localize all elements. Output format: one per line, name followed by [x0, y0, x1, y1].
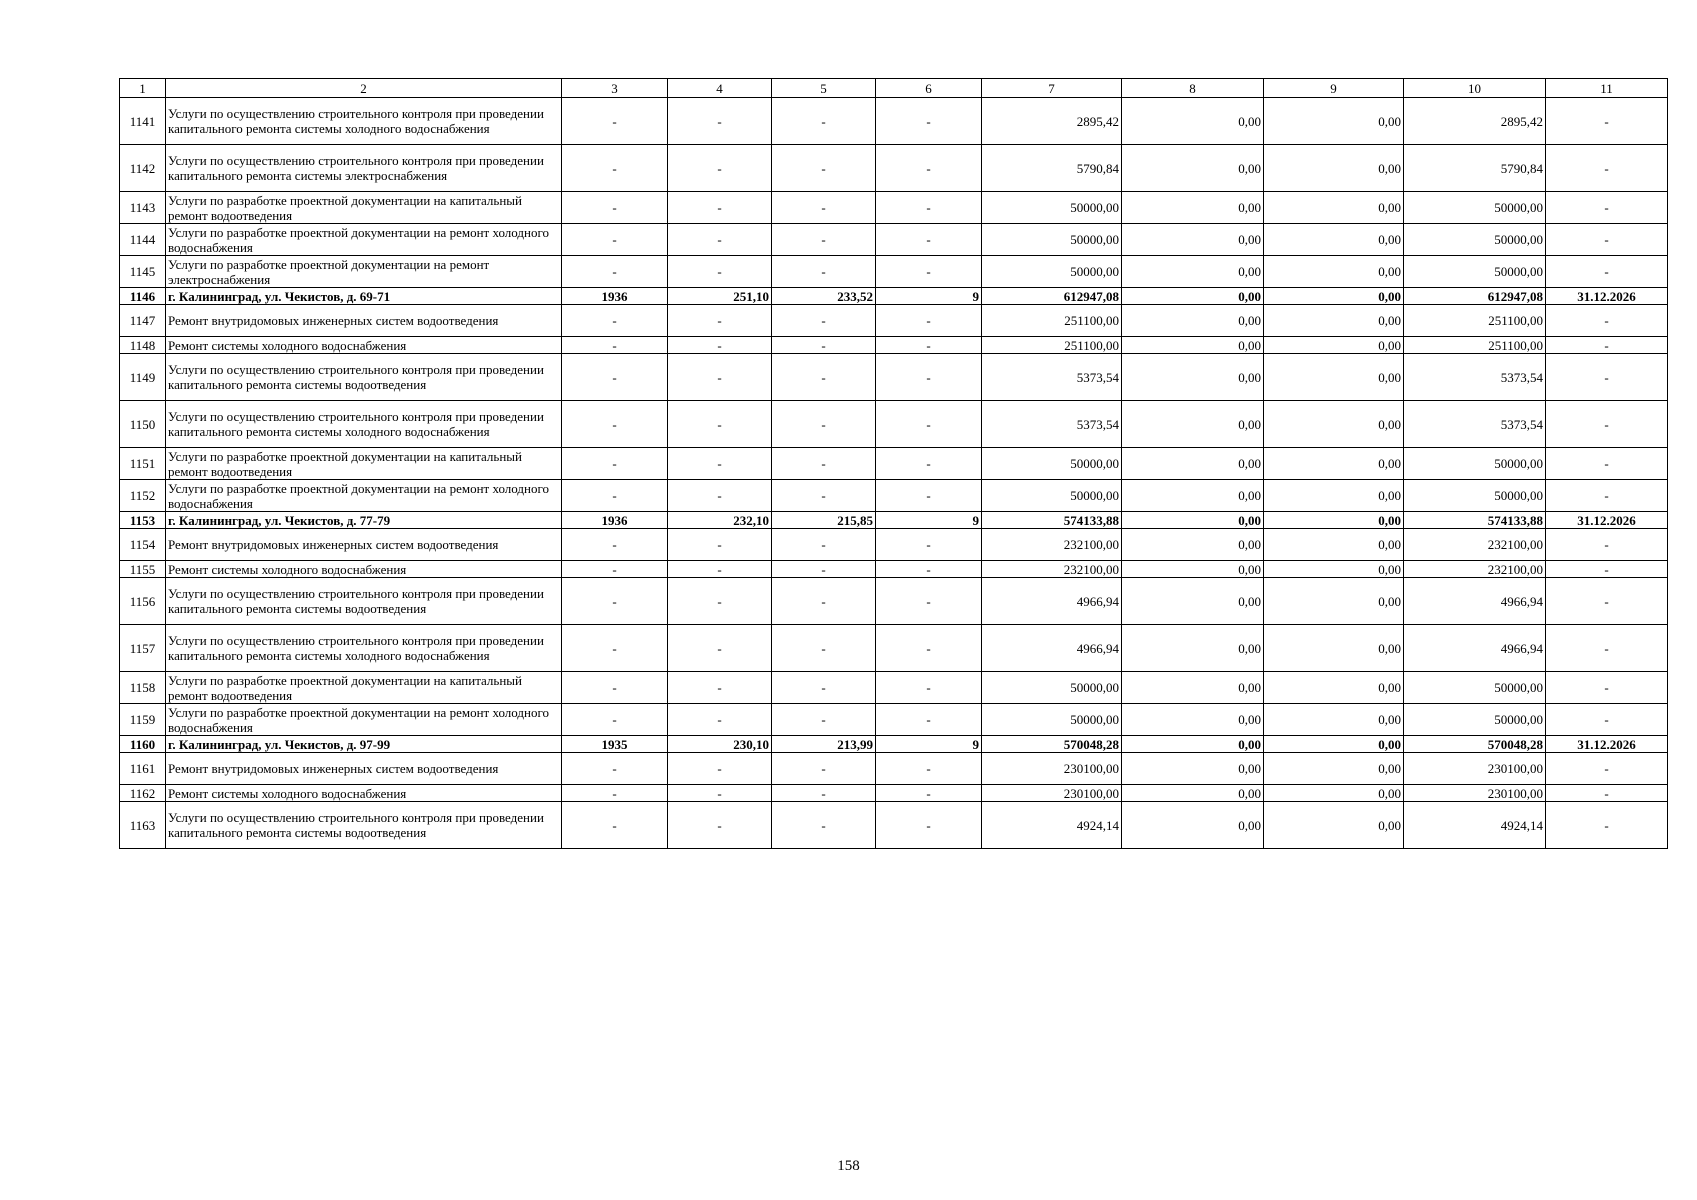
cell-c7: 5373,54 [982, 354, 1122, 401]
cell-num: 1159 [120, 704, 166, 736]
cell-c4: 230,10 [668, 736, 772, 753]
cell-c7: 251100,00 [982, 305, 1122, 337]
cell-c11: - [1546, 256, 1668, 288]
cell-c8: 0,00 [1122, 753, 1264, 785]
cell-c7: 574133,88 [982, 512, 1122, 529]
table-row [120, 224, 1668, 256]
cell-name: г. Калининград, ул. Чекистов, д. 77-79 [166, 512, 562, 529]
cell-c7: 230100,00 [982, 785, 1122, 802]
cell-num: 1142 [120, 145, 166, 192]
cell-c8: 0,00 [1122, 98, 1264, 145]
cell-c11: - [1546, 192, 1668, 224]
cell-c11: - [1546, 625, 1668, 672]
cell-c6: - [876, 561, 982, 578]
cell-c3: - [562, 448, 668, 480]
cell-c4: - [668, 529, 772, 561]
cell-c6: - [876, 98, 982, 145]
cell-c7: 50000,00 [982, 224, 1122, 256]
column-header: 7 [982, 79, 1122, 98]
cell-c5: - [772, 561, 876, 578]
cell-c10: 5373,54 [1404, 354, 1546, 401]
cell-c9: 0,00 [1264, 625, 1404, 672]
cell-c10: 50000,00 [1404, 224, 1546, 256]
table-row [120, 561, 1668, 578]
column-header: 6 [876, 79, 982, 98]
cell-c4: - [668, 802, 772, 849]
cell-c6: - [876, 401, 982, 448]
cell-c3: 1936 [562, 288, 668, 305]
cell-c6: - [876, 448, 982, 480]
column-header: 11 [1546, 79, 1668, 98]
cell-c5: - [772, 305, 876, 337]
cell-num: 1141 [120, 98, 166, 145]
cell-c6: - [876, 625, 982, 672]
header-row [120, 79, 1668, 98]
cell-c8: 0,00 [1122, 561, 1264, 578]
cell-c11: - [1546, 802, 1668, 849]
cell-name: Услуги по осуществлению строительного контроля при проведении капитального ремонта системы холодного водоснабжения [166, 625, 562, 672]
cell-c9: 0,00 [1264, 785, 1404, 802]
cell-c7: 232100,00 [982, 529, 1122, 561]
column-header: 1 [120, 79, 166, 98]
cell-c6: - [876, 480, 982, 512]
cell-c7: 4966,94 [982, 625, 1122, 672]
cell-c8: 0,00 [1122, 512, 1264, 529]
cell-c11: - [1546, 337, 1668, 354]
cell-c3: - [562, 256, 668, 288]
cell-c8: 0,00 [1122, 785, 1264, 802]
cell-c11: - [1546, 145, 1668, 192]
cell-c10: 50000,00 [1404, 256, 1546, 288]
table-row [120, 448, 1668, 480]
cell-c10: 50000,00 [1404, 672, 1546, 704]
column-header: 2 [166, 79, 562, 98]
cell-c11: - [1546, 98, 1668, 145]
cell-c3: - [562, 802, 668, 849]
column-header: 8 [1122, 79, 1264, 98]
table-row [120, 736, 1668, 753]
cell-num: 1153 [120, 512, 166, 529]
cell-c4: - [668, 625, 772, 672]
page-number: 158 [837, 1158, 860, 1174]
cell-name: Услуги по осуществлению строительного контроля при проведении капитального ремонта системы водоотведения [166, 578, 562, 625]
column-header: 3 [562, 79, 668, 98]
cell-c6: 9 [876, 512, 982, 529]
cell-c9: 0,00 [1264, 305, 1404, 337]
cell-c5: 233,52 [772, 288, 876, 305]
table-row [120, 401, 1668, 448]
cell-c11: - [1546, 753, 1668, 785]
cell-c8: 0,00 [1122, 672, 1264, 704]
cell-c4: - [668, 354, 772, 401]
cell-c11: 31.12.2026 [1546, 736, 1668, 753]
cell-c11: 31.12.2026 [1546, 512, 1668, 529]
column-header: 10 [1404, 79, 1546, 98]
cell-c3: - [562, 578, 668, 625]
cell-c8: 0,00 [1122, 354, 1264, 401]
cell-c4: - [668, 561, 772, 578]
cell-c4: - [668, 401, 772, 448]
cell-c7: 232100,00 [982, 561, 1122, 578]
cell-name: Услуги по разработке проектной документации на ремонт холодного водоснабжения [166, 224, 562, 256]
cell-c4: - [668, 256, 772, 288]
cell-name: Услуги по разработке проектной документации на капитальный ремонт водоотведения [166, 192, 562, 224]
cell-c11: - [1546, 305, 1668, 337]
cell-num: 1152 [120, 480, 166, 512]
cell-name: Ремонт внутридомовых инженерных систем водоотведения [166, 529, 562, 561]
cell-c6: - [876, 704, 982, 736]
cell-name: Услуги по разработке проектной документации на ремонт холодного водоснабжения [166, 704, 562, 736]
table-row [120, 672, 1668, 704]
cell-c9: 0,00 [1264, 704, 1404, 736]
cell-c11: - [1546, 448, 1668, 480]
cell-c8: 0,00 [1122, 337, 1264, 354]
cell-c7: 50000,00 [982, 448, 1122, 480]
cell-c8: 0,00 [1122, 401, 1264, 448]
cell-c10: 570048,28 [1404, 736, 1546, 753]
cell-c4: - [668, 98, 772, 145]
cell-c5: - [772, 354, 876, 401]
cell-c7: 50000,00 [982, 704, 1122, 736]
cell-c6: - [876, 578, 982, 625]
cell-num: 1160 [120, 736, 166, 753]
cell-c5: - [772, 256, 876, 288]
cell-c8: 0,00 [1122, 578, 1264, 625]
cell-c7: 612947,08 [982, 288, 1122, 305]
cell-c8: 0,00 [1122, 625, 1264, 672]
cell-c6: - [876, 256, 982, 288]
cell-c7: 50000,00 [982, 192, 1122, 224]
cell-num: 1157 [120, 625, 166, 672]
cell-c3: - [562, 785, 668, 802]
cell-c8: 0,00 [1122, 480, 1264, 512]
table-row [120, 753, 1668, 785]
cell-name: Услуги по разработке проектной документации на капитальный ремонт водоотведения [166, 448, 562, 480]
cell-num: 1158 [120, 672, 166, 704]
cell-c10: 251100,00 [1404, 305, 1546, 337]
cell-num: 1145 [120, 256, 166, 288]
cell-c10: 230100,00 [1404, 785, 1546, 802]
cell-name: Ремонт внутридомовых инженерных систем водоотведения [166, 305, 562, 337]
cell-name: Услуги по осуществлению строительного контроля при проведении капитального ремонта системы водоотведения [166, 802, 562, 849]
cell-c4: - [668, 305, 772, 337]
cell-c11: - [1546, 354, 1668, 401]
cell-c6: - [876, 145, 982, 192]
cell-c11: - [1546, 561, 1668, 578]
cell-c9: 0,00 [1264, 145, 1404, 192]
cell-c3: 1935 [562, 736, 668, 753]
cell-c4: - [668, 704, 772, 736]
cell-c11: - [1546, 578, 1668, 625]
cell-c11: - [1546, 785, 1668, 802]
cell-c6: - [876, 354, 982, 401]
cell-c10: 4924,14 [1404, 802, 1546, 849]
cell-c7: 50000,00 [982, 256, 1122, 288]
cell-c10: 5790,84 [1404, 145, 1546, 192]
cell-c5: 215,85 [772, 512, 876, 529]
cell-c9: 0,00 [1264, 753, 1404, 785]
column-header: 4 [668, 79, 772, 98]
cell-num: 1150 [120, 401, 166, 448]
cell-c6: - [876, 785, 982, 802]
cell-num: 1143 [120, 192, 166, 224]
cell-c9: 0,00 [1264, 802, 1404, 849]
cell-c10: 4966,94 [1404, 578, 1546, 625]
cell-c9: 0,00 [1264, 354, 1404, 401]
cell-name: Ремонт системы холодного водоснабжения [166, 785, 562, 802]
cell-c3: - [562, 224, 668, 256]
cell-c3: - [562, 753, 668, 785]
cell-c3: - [562, 480, 668, 512]
table-row [120, 480, 1668, 512]
cell-num: 1155 [120, 561, 166, 578]
cell-c3: - [562, 672, 668, 704]
cell-c9: 0,00 [1264, 288, 1404, 305]
cell-c4: 232,10 [668, 512, 772, 529]
cell-c11: - [1546, 704, 1668, 736]
cell-c6: 9 [876, 288, 982, 305]
cell-c9: 0,00 [1264, 578, 1404, 625]
cell-c6: - [876, 192, 982, 224]
cell-c5: - [772, 802, 876, 849]
cell-c8: 0,00 [1122, 305, 1264, 337]
table-row [120, 785, 1668, 802]
cell-c10: 574133,88 [1404, 512, 1546, 529]
cell-c11: - [1546, 480, 1668, 512]
cell-c8: 0,00 [1122, 256, 1264, 288]
column-header: 5 [772, 79, 876, 98]
cell-c9: 0,00 [1264, 256, 1404, 288]
cell-name: Ремонт системы холодного водоснабжения [166, 561, 562, 578]
cell-num: 1147 [120, 305, 166, 337]
cell-c4: 251,10 [668, 288, 772, 305]
cell-c8: 0,00 [1122, 448, 1264, 480]
cell-name: г. Калининград, ул. Чекистов, д. 97-99 [166, 736, 562, 753]
cell-c5: - [772, 401, 876, 448]
cell-c6: - [876, 305, 982, 337]
cell-name: г. Калининград, ул. Чекистов, д. 69-71 [166, 288, 562, 305]
cell-c10: 612947,08 [1404, 288, 1546, 305]
cell-c7: 570048,28 [982, 736, 1122, 753]
cell-c5: - [772, 480, 876, 512]
cell-c3: - [562, 337, 668, 354]
cell-c10: 50000,00 [1404, 480, 1546, 512]
cell-c3: - [562, 401, 668, 448]
cell-c5: - [772, 98, 876, 145]
cell-c6: 9 [876, 736, 982, 753]
table-row [120, 98, 1668, 145]
cell-c4: - [668, 145, 772, 192]
cell-c3: - [562, 192, 668, 224]
cell-c7: 251100,00 [982, 337, 1122, 354]
cell-c3: - [562, 529, 668, 561]
cell-c4: - [668, 480, 772, 512]
cell-c8: 0,00 [1122, 736, 1264, 753]
cell-c10: 4966,94 [1404, 625, 1546, 672]
column-header: 9 [1264, 79, 1404, 98]
cell-c4: - [668, 337, 772, 354]
cell-c7: 5790,84 [982, 145, 1122, 192]
cell-c4: - [668, 448, 772, 480]
cell-num: 1149 [120, 354, 166, 401]
cell-c8: 0,00 [1122, 192, 1264, 224]
cell-num: 1148 [120, 337, 166, 354]
table-row [120, 512, 1668, 529]
cell-c5: - [772, 448, 876, 480]
cell-c5: - [772, 578, 876, 625]
cell-c3: - [562, 625, 668, 672]
cell-c3: - [562, 354, 668, 401]
cell-c11: - [1546, 529, 1668, 561]
cell-num: 1154 [120, 529, 166, 561]
cell-name: Услуги по осуществлению строительного контроля при проведении капитального ремонта системы электроснабжения [166, 145, 562, 192]
cell-c11: - [1546, 401, 1668, 448]
cell-c10: 2895,42 [1404, 98, 1546, 145]
cell-c8: 0,00 [1122, 145, 1264, 192]
cell-c3: - [562, 561, 668, 578]
cell-c10: 232100,00 [1404, 561, 1546, 578]
cell-c8: 0,00 [1122, 704, 1264, 736]
cell-name: Услуги по разработке проектной документации на ремонт холодного водоснабжения [166, 480, 562, 512]
cell-name: Услуги по разработке проектной документации на капитальный ремонт водоотведения [166, 672, 562, 704]
cell-num: 1162 [120, 785, 166, 802]
cell-c5: - [772, 704, 876, 736]
cell-c3: - [562, 98, 668, 145]
cell-c10: 50000,00 [1404, 448, 1546, 480]
cell-c9: 0,00 [1264, 512, 1404, 529]
cell-c6: - [876, 672, 982, 704]
cell-num: 1144 [120, 224, 166, 256]
table-row [120, 625, 1668, 672]
cell-c6: - [876, 224, 982, 256]
table-row [120, 578, 1668, 625]
cell-c11: - [1546, 672, 1668, 704]
cell-c4: - [668, 672, 772, 704]
cell-c7: 4966,94 [982, 578, 1122, 625]
cell-c6: - [876, 802, 982, 849]
cell-c4: - [668, 785, 772, 802]
cell-name: Ремонт системы холодного водоснабжения [166, 337, 562, 354]
cell-c7: 5373,54 [982, 401, 1122, 448]
table-row [120, 305, 1668, 337]
cell-c5: - [772, 337, 876, 354]
cell-num: 1161 [120, 753, 166, 785]
cell-c5: - [772, 192, 876, 224]
cell-c9: 0,00 [1264, 529, 1404, 561]
cell-c11: 31.12.2026 [1546, 288, 1668, 305]
cell-c5: - [772, 145, 876, 192]
cell-num: 1146 [120, 288, 166, 305]
cell-c4: - [668, 578, 772, 625]
table-body [120, 98, 1668, 849]
cell-c6: - [876, 337, 982, 354]
cell-c11: - [1546, 224, 1668, 256]
cell-c3: - [562, 704, 668, 736]
table-row [120, 704, 1668, 736]
cell-c5: - [772, 529, 876, 561]
cell-c5: - [772, 625, 876, 672]
cell-c9: 0,00 [1264, 401, 1404, 448]
cell-c3: 1936 [562, 512, 668, 529]
cell-c4: - [668, 192, 772, 224]
cell-c10: 5373,54 [1404, 401, 1546, 448]
cell-c4: - [668, 224, 772, 256]
cell-c4: - [668, 753, 772, 785]
table-row [120, 337, 1668, 354]
cell-c6: - [876, 753, 982, 785]
table-row [120, 192, 1668, 224]
cell-name: Услуги по осуществлению строительного контроля при проведении капитального ремонта системы водоотведения [166, 354, 562, 401]
cell-c9: 0,00 [1264, 337, 1404, 354]
cell-c9: 0,00 [1264, 736, 1404, 753]
cell-name: Услуги по осуществлению строительного контроля при проведении капитального ремонта системы холодного водоснабжения [166, 98, 562, 145]
cell-c8: 0,00 [1122, 288, 1264, 305]
cell-num: 1163 [120, 802, 166, 849]
cell-c10: 230100,00 [1404, 753, 1546, 785]
table-row [120, 145, 1668, 192]
cell-c7: 4924,14 [982, 802, 1122, 849]
cell-c5: - [772, 785, 876, 802]
cell-c8: 0,00 [1122, 802, 1264, 849]
cell-c5: - [772, 224, 876, 256]
cell-c5: 213,99 [772, 736, 876, 753]
cell-c9: 0,00 [1264, 192, 1404, 224]
cell-c7: 2895,42 [982, 98, 1122, 145]
table-row [120, 288, 1668, 305]
table-row [120, 802, 1668, 849]
cell-c7: 50000,00 [982, 672, 1122, 704]
cell-c7: 50000,00 [982, 480, 1122, 512]
cell-c8: 0,00 [1122, 529, 1264, 561]
cell-c9: 0,00 [1264, 98, 1404, 145]
cell-c5: - [772, 672, 876, 704]
table-row [120, 354, 1668, 401]
cell-c8: 0,00 [1122, 224, 1264, 256]
cell-c9: 0,00 [1264, 480, 1404, 512]
cell-c7: 230100,00 [982, 753, 1122, 785]
cell-name: Ремонт внутридомовых инженерных систем водоотведения [166, 753, 562, 785]
cell-c9: 0,00 [1264, 672, 1404, 704]
cell-c9: 0,00 [1264, 561, 1404, 578]
table-row [120, 256, 1668, 288]
cell-c10: 50000,00 [1404, 704, 1546, 736]
cell-name: Услуги по разработке проектной документации на ремонт электроснабжения [166, 256, 562, 288]
cell-c10: 251100,00 [1404, 337, 1546, 354]
cell-num: 1151 [120, 448, 166, 480]
cell-c10: 50000,00 [1404, 192, 1546, 224]
table-row [120, 529, 1668, 561]
cell-c9: 0,00 [1264, 224, 1404, 256]
cell-name: Услуги по осуществлению строительного контроля при проведении капитального ремонта системы холодного водоснабжения [166, 401, 562, 448]
capital-repair-table [119, 78, 1668, 849]
cell-c3: - [562, 145, 668, 192]
cell-c10: 232100,00 [1404, 529, 1546, 561]
cell-num: 1156 [120, 578, 166, 625]
cell-c5: - [772, 753, 876, 785]
cell-c9: 0,00 [1264, 448, 1404, 480]
cell-c6: - [876, 529, 982, 561]
cell-c3: - [562, 305, 668, 337]
